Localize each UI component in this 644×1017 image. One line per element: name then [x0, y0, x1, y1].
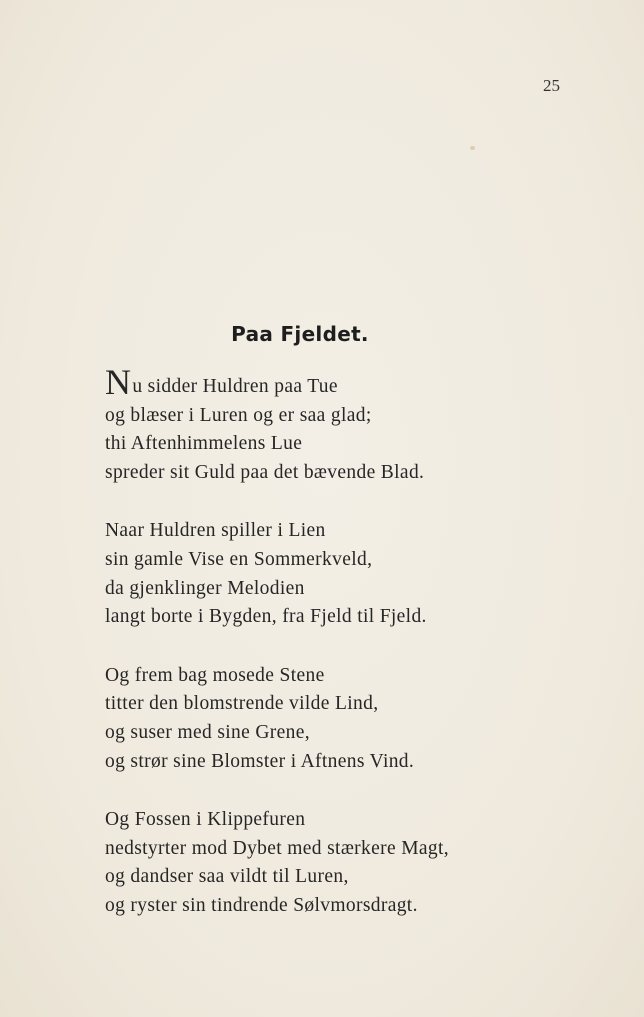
poem-line: titter den blomstrende vilde Lind, — [105, 693, 379, 715]
poem-line: nedstyrter mod Dybet med stærkere Magt, — [105, 837, 449, 859]
poem-line: da gjenklinger Melodien — [105, 577, 305, 599]
poem-line: og ryster sin tindrende Sølvmorsdragt. — [105, 894, 418, 916]
poem-line: og blæser i Luren og er saa glad; — [105, 404, 372, 426]
poem-body — [105, 362, 565, 951]
poem-line: og dandser saa vildt til Luren, — [105, 866, 349, 888]
stanza-2 — [105, 517, 565, 631]
paper-speck — [470, 146, 475, 150]
poem-line: og suser med sine Grene, — [105, 721, 310, 743]
page-number: 25 — [543, 76, 560, 95]
poem-line: sin gamle Vise en Sommerkveld, — [105, 548, 373, 570]
poem-line — [105, 362, 565, 402]
poem-line: langt borte i Bygden, fra Fjeld til Fjeld. — [105, 606, 427, 628]
drop-cap: N — [105, 362, 132, 402]
poem-line: Og Fossen i Klippefuren — [105, 809, 306, 831]
stanza-3 — [105, 662, 565, 776]
poem-line: spreder sit Guld paa det bævende Blad. — [105, 461, 425, 483]
stanza-4 — [105, 806, 565, 920]
poem-line: thi Aftenhimmelens Lue — [105, 433, 303, 455]
poem-line: Og frem bag mosede Stene — [105, 664, 325, 686]
first-line-text: u sidder Huldren paa Tue — [132, 376, 338, 397]
stanza-1 — [105, 362, 565, 487]
poem-line: Naar Huldren spiller i Lien — [105, 520, 326, 542]
poem-line: og strør sine Blomster i Aftnens Vind. — [105, 750, 415, 772]
poem-title: Paa Fjeldet. — [231, 322, 369, 346]
